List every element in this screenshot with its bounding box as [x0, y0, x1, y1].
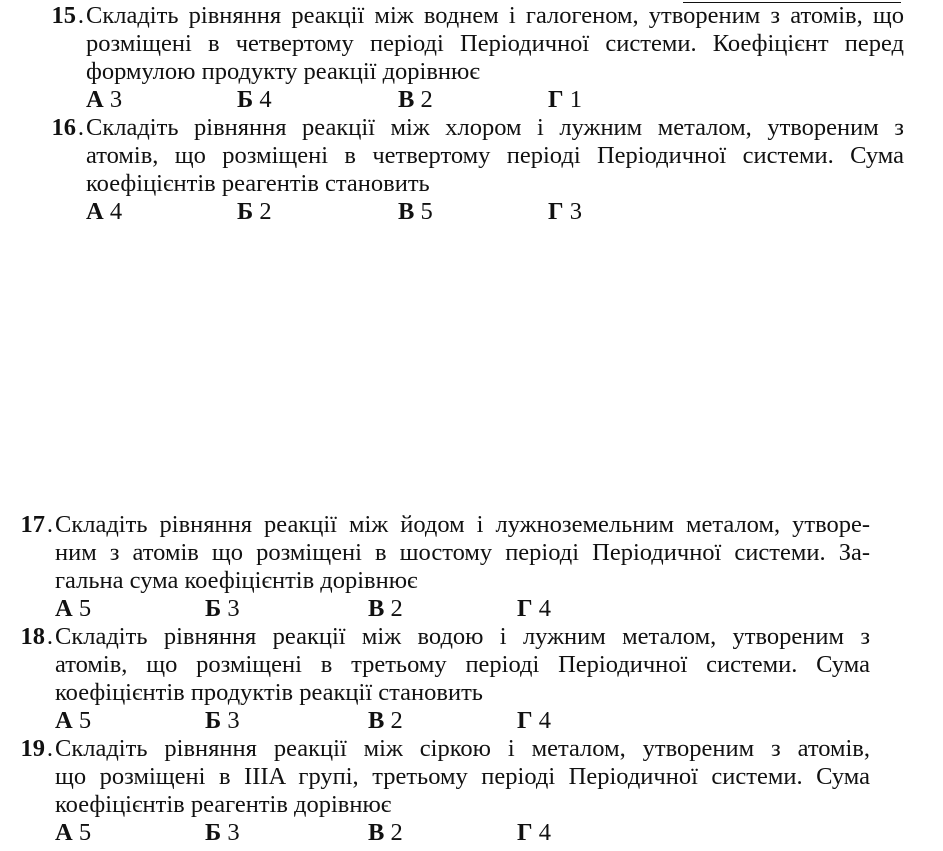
- option-b[interactable]: Б 3: [205, 707, 240, 734]
- option-v[interactable]: В 5: [398, 198, 433, 225]
- question-number-dot: .: [46, 511, 53, 538]
- question-text-line: формулою продукту реакції дорівнює: [86, 58, 480, 85]
- question-text-line: коефіцієнтів реагентів дорівнює: [55, 791, 392, 818]
- option-v[interactable]: В 2: [368, 819, 403, 846]
- question-16: [51, 114, 904, 226]
- question-text-line: ним з атомів що розміщені в шостому періоді Періодичної системи. За-: [55, 539, 870, 566]
- answer-options: [55, 707, 870, 735]
- question-text-line: що розміщені в IIIA групі, третьому періоді Періодичної системи. Сума: [55, 763, 870, 790]
- option-b[interactable]: Б 3: [205, 595, 240, 622]
- question-text-line: гальна сума коефіцієнтів дорівнює: [55, 567, 418, 594]
- option-a[interactable]: А 4: [86, 198, 123, 225]
- question-text-line: Складіть рівняння реакції між йодом і лужноземельним металом, утворе-: [55, 511, 870, 538]
- question-number-dot: .: [46, 623, 53, 650]
- question-text-line: атомів, що розміщені в третьому періоді Періодичної системи. Сума: [55, 651, 870, 678]
- answer-options: [86, 86, 904, 114]
- question-text-line: коефіцієнтів реагентів становить: [86, 170, 430, 197]
- question-number-dot: .: [46, 735, 53, 762]
- option-g[interactable]: Г 3: [548, 198, 582, 225]
- question-15: [51, 2, 904, 114]
- option-b[interactable]: Б 2: [237, 198, 272, 225]
- question-text-line: атомів, що розміщені в четвертому періоді Періодичної системи. Сума: [86, 142, 904, 169]
- question-number: 19: [20, 735, 45, 762]
- question-17: [20, 511, 870, 623]
- option-v[interactable]: В 2: [368, 595, 403, 622]
- question-text-line: коефіцієнтів продуктів реакції становить: [55, 679, 483, 706]
- option-g[interactable]: Г 1: [548, 86, 582, 113]
- answer-options: [55, 595, 870, 623]
- question-number-dot: .: [77, 2, 84, 29]
- question-text-line: розміщені в четвертому періоді Періодичної системи. Коефіцієнт перед: [86, 30, 904, 57]
- answer-options: [86, 198, 904, 226]
- option-b[interactable]: Б 4: [237, 86, 272, 113]
- option-a[interactable]: А 5: [55, 819, 92, 846]
- question-number-dot: .: [77, 114, 84, 141]
- option-b[interactable]: Б 3: [205, 819, 240, 846]
- question-text-line: Складіть рівняння реакції між хлором і лужним металом, утвореним з: [86, 114, 904, 141]
- question-number: 17: [20, 511, 45, 538]
- question-18: [20, 623, 870, 735]
- option-g[interactable]: Г 4: [517, 595, 551, 622]
- question-text-line: Складіть рівняння реакції між водою і лужним металом, утвореним з: [55, 623, 870, 650]
- question-number: 18: [20, 623, 45, 650]
- question-number: 15: [51, 2, 76, 29]
- option-g[interactable]: Г 4: [517, 707, 551, 734]
- option-a[interactable]: А 5: [55, 707, 92, 734]
- question-19: [20, 735, 870, 847]
- option-v[interactable]: В 2: [368, 707, 403, 734]
- question-number: 16: [51, 114, 76, 141]
- option-a[interactable]: А 3: [86, 86, 123, 113]
- option-a[interactable]: А 5: [55, 595, 92, 622]
- option-g[interactable]: Г 4: [517, 819, 551, 846]
- question-text-line: Складіть рівняння реакції між воднем і галогеном, утвореним з атомів, що: [86, 2, 904, 29]
- question-text-line: Складіть рівняння реакції між сіркою і металом, утвореним з атомів,: [55, 735, 870, 762]
- option-v[interactable]: В 2: [398, 86, 433, 113]
- answer-options: [55, 819, 870, 847]
